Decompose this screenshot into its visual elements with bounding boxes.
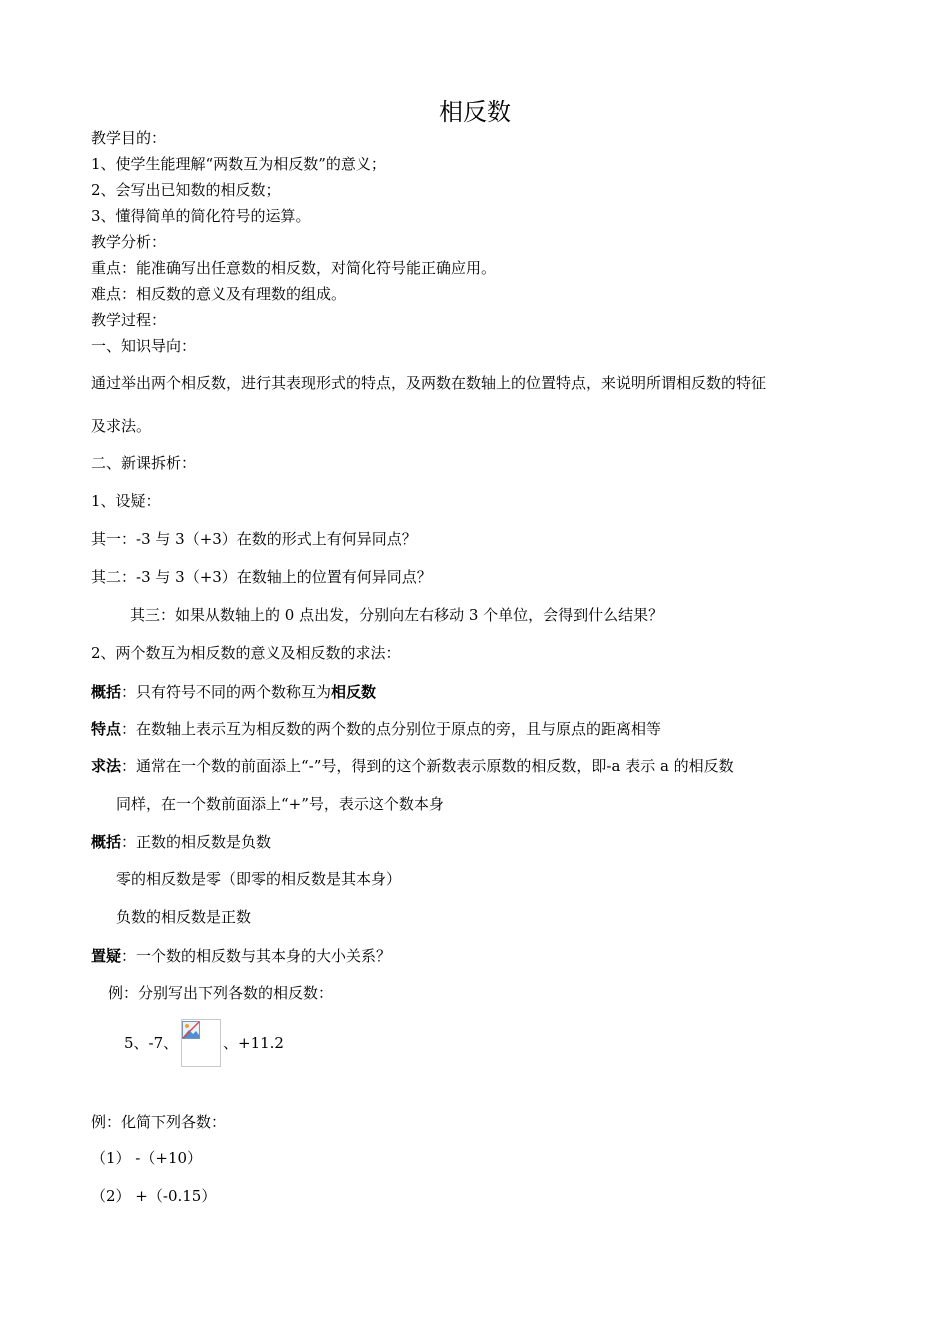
question-1: 其一：-3 与 3（+3）在数的形式上有何异同点？: [91, 530, 417, 548]
summary-signs-label: 概括: [91, 833, 122, 851]
feature-text: ：在数轴上表示互为相反数的两个数的点分别位于原点的旁，且与原点的距离相等: [121, 720, 662, 738]
feature-label: 特点: [91, 720, 122, 738]
question-3: 其三：如果从数轴上的 0 点出发，分别向左右移动 3 个单位，会得到什么结果？: [130, 606, 664, 624]
broken-image-icon: [182, 1021, 200, 1039]
summary-signs-text: ：正数的相反数是负数: [121, 833, 272, 851]
section-one-heading: 一、知识导向：: [91, 337, 197, 355]
question-2: 其二：-3 与 3（+3）在数轴上的位置有何异同点？: [91, 568, 432, 586]
difficult-point: 难点：相反数的意义及有理数的组成。: [91, 285, 347, 303]
summary-definition: [91, 682, 376, 702]
summary-bold-term: 相反数: [331, 683, 377, 701]
method-label: 求法: [91, 757, 122, 775]
doubt-line: [91, 946, 391, 966]
broken-image-placeholder: [181, 1019, 221, 1067]
summary-negative: 负数的相反数是正数: [116, 908, 252, 926]
doubt-text: ：一个数的相反数与其本身的大小关系？: [121, 947, 392, 965]
objective-1: 1、使学生能理解“两数互为相反数”的意义；: [91, 155, 386, 173]
example-1-numbers-a: 5、-7、: [124, 1034, 179, 1052]
feature-line: [91, 719, 661, 739]
example-1-heading: 例：分别写出下列各数的相反数：: [108, 984, 334, 1002]
objectives-heading: 教学目的：: [91, 129, 167, 147]
summary-text: ：只有符号不同的两个数称互为: [121, 683, 332, 701]
objective-2: 2、会写出已知数的相反数；: [91, 181, 281, 199]
doubt-label: 置疑: [91, 947, 122, 965]
summary-label: 概括: [91, 683, 122, 701]
intro-paragraph-line-1: 通过举出两个相反数，进行其表现形式的特点，及两数在数轴上的位置特点，来说明所谓相反数的特征: [91, 374, 767, 392]
objective-3: 3、懂得简单的简化符号的运算。: [91, 207, 311, 225]
process-heading: 教学过程：: [91, 311, 167, 329]
example-2-item-2: （2） +（-0.15）: [91, 1187, 217, 1205]
intro-paragraph-line-2: 及求法。: [91, 417, 152, 435]
summary-zero: 零的相反数是零（即零的相反数是其本身）: [116, 870, 402, 888]
analysis-heading: 教学分析：: [91, 233, 167, 251]
key-point: 重点：能准确写出任意数的相反数，对简化符号能正确应用。: [91, 259, 497, 277]
example-2-heading: 例：化简下列各数：: [91, 1113, 227, 1131]
example-2-item-1: （1） -（+10）: [91, 1149, 203, 1167]
meaning-heading: 2、两个数互为相反数的意义及相反数的求法：: [91, 644, 401, 662]
questions-heading: 1、设疑：: [91, 492, 161, 510]
method-text: ：通常在一个数的前面添上“-”号，得到的这个新数表示原数的相反数，即-a 表示 a 的相反数: [121, 757, 734, 775]
method-continuation: 同样，在一个数前面添上“+”号，表示这个数本身: [116, 795, 444, 813]
example-1-numbers-b: 、+11.2: [223, 1034, 284, 1052]
summary-signs: [91, 832, 271, 852]
method-line: [91, 756, 734, 776]
page-title: 相反数: [439, 98, 511, 126]
section-two-heading: 二、新课拆析：: [91, 454, 197, 472]
